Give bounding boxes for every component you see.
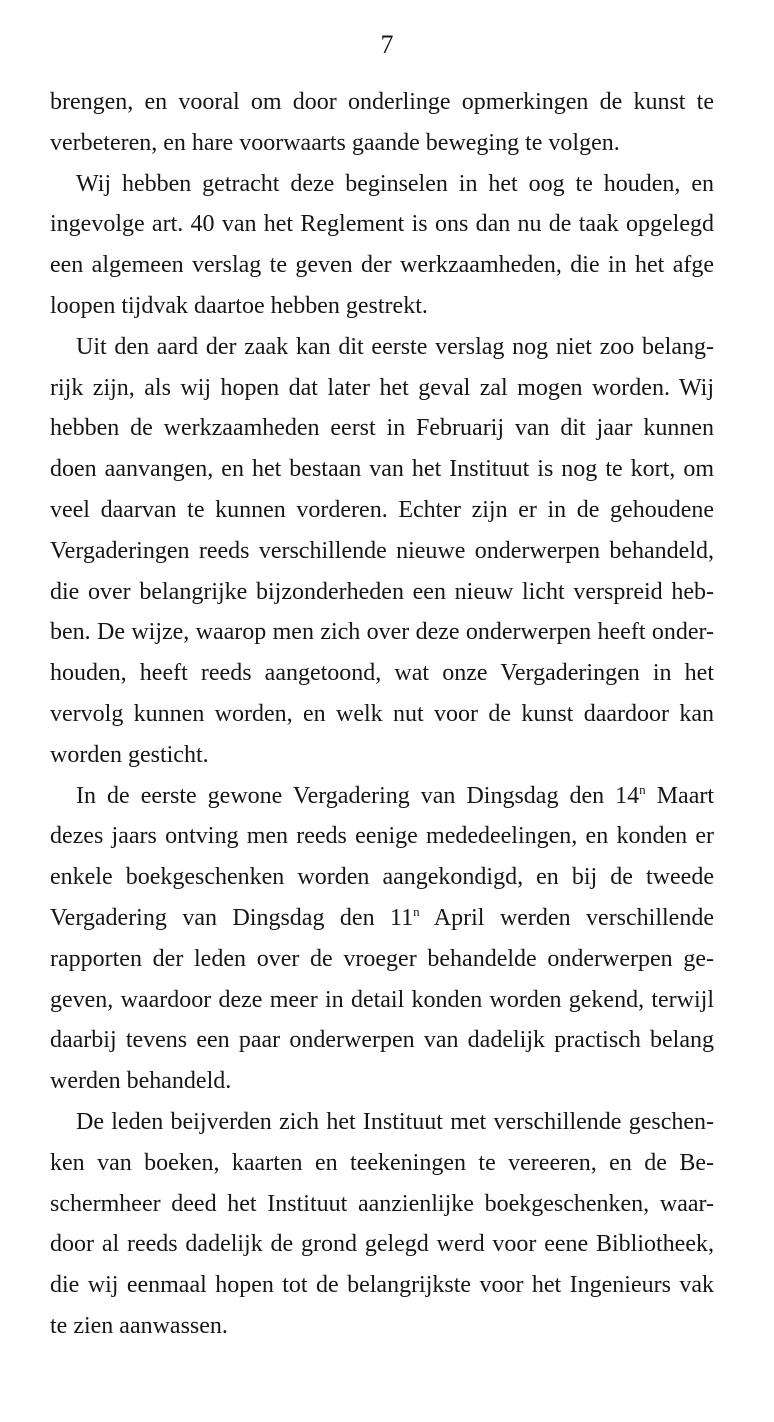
text-line: De leden beijverden zich het Instituut met verschillende geschen-	[76, 1108, 714, 1135]
text-line: brengen, en vooral om door onderlinge opmerkingen de kunst te	[50, 89, 714, 115]
text-line: veel daarvan te kunnen vorderen. Echter zijn er in de gehoudene	[50, 496, 714, 523]
text-line: rapporten der leden over de vroeger behandelde onderwerpen ge-	[50, 945, 714, 972]
paragraph	[50, 776, 714, 1102]
text-line: ingevolge art. 40 van het Reglement is ons dan nu de taak opgelegd	[50, 211, 714, 238]
text-line: die over belangrijke bijzonderheden een nieuw licht verspreid heb-	[50, 578, 714, 605]
paragraph	[50, 164, 714, 327]
text-segment: In de eerste gewone Vergadering van Dingsdag den 14	[76, 782, 640, 809]
text-segment: Vergadering van Dingsdag den 11	[50, 904, 414, 931]
text-line: een algemeen verslag te geven der werkzaamheden, die in het afge	[50, 252, 714, 279]
text-line: daarbij tevens een paar onderwerpen van dadelijk practisch belang	[50, 1027, 714, 1054]
text-line: geven, waardoor deze meer in detail konden worden gekend, terwijl	[50, 986, 714, 1013]
page-number: 7	[380, 30, 394, 59]
paragraph	[50, 82, 714, 164]
text-line	[50, 898, 714, 939]
text-line: verbeteren, en hare voorwaarts gaande beweging te volgen.	[50, 129, 620, 156]
text-line: houden, heeft reeds aangetoond, wat onze Vergaderingen in het	[50, 660, 714, 687]
text-line: loopen tijdvak daartoe hebben gestrekt.	[50, 292, 428, 319]
text-line: doen aanvangen, en het bestaan van het Instituut is nog te kort, om	[50, 456, 714, 483]
text-line: die wij eenmaal hopen tot de belangrijkste voor het Ingenieurs vak	[50, 1272, 714, 1299]
text-line: ken van boeken, kaarten en teekeningen te vereeren, en de Be-	[50, 1149, 714, 1176]
text-line: te zien aanwassen.	[50, 1312, 228, 1339]
text-line	[50, 776, 714, 817]
text-line: Uit den aard der zaak kan dit eerste verslag nog niet zoo belang-	[76, 333, 714, 360]
text-line: werden behandeld.	[50, 1068, 232, 1095]
text-line: rijk zijn, als wij hopen dat later het geval zal mogen worden. Wij	[50, 374, 714, 401]
text-segment: Maart	[645, 782, 715, 809]
text-line: Vergaderingen reeds verschillende nieuwe onderwerpen behandeld,	[50, 537, 714, 564]
text-line: worden gesticht.	[50, 741, 209, 768]
ordinal-superscript: n	[413, 903, 420, 919]
text-line: Wij hebben getracht deze beginselen in het oog te houden, en	[76, 170, 714, 197]
paragraph	[50, 1102, 714, 1347]
text-line: enkele boekgeschenken worden aangekondigd, en bij de tweede	[50, 864, 714, 891]
text-segment: April werden verschillende	[419, 904, 714, 931]
ordinal-superscript: n	[639, 781, 646, 797]
text-line: vervolg kunnen worden, en welk nut voor de kunst daardoor kan	[50, 700, 714, 727]
text-line: ben. De wijze, waarop men zich over deze onderwerpen heeft onder-	[50, 619, 714, 646]
text-line: schermheer deed het Instituut aanzienlijke boekgeschenken, waar-	[50, 1190, 714, 1217]
text-line: hebben de werkzaamheden eerst in Februarij van dit jaar kunnen	[50, 415, 714, 442]
paragraph	[50, 327, 714, 776]
body-text	[50, 82, 714, 1347]
text-line: dezes jaars ontving men reeds eenige mededeelingen, en konden er	[50, 823, 714, 850]
text-line: door al reeds dadelijk de grond gelegd werd voor eene Bibliotheek,	[50, 1231, 714, 1258]
